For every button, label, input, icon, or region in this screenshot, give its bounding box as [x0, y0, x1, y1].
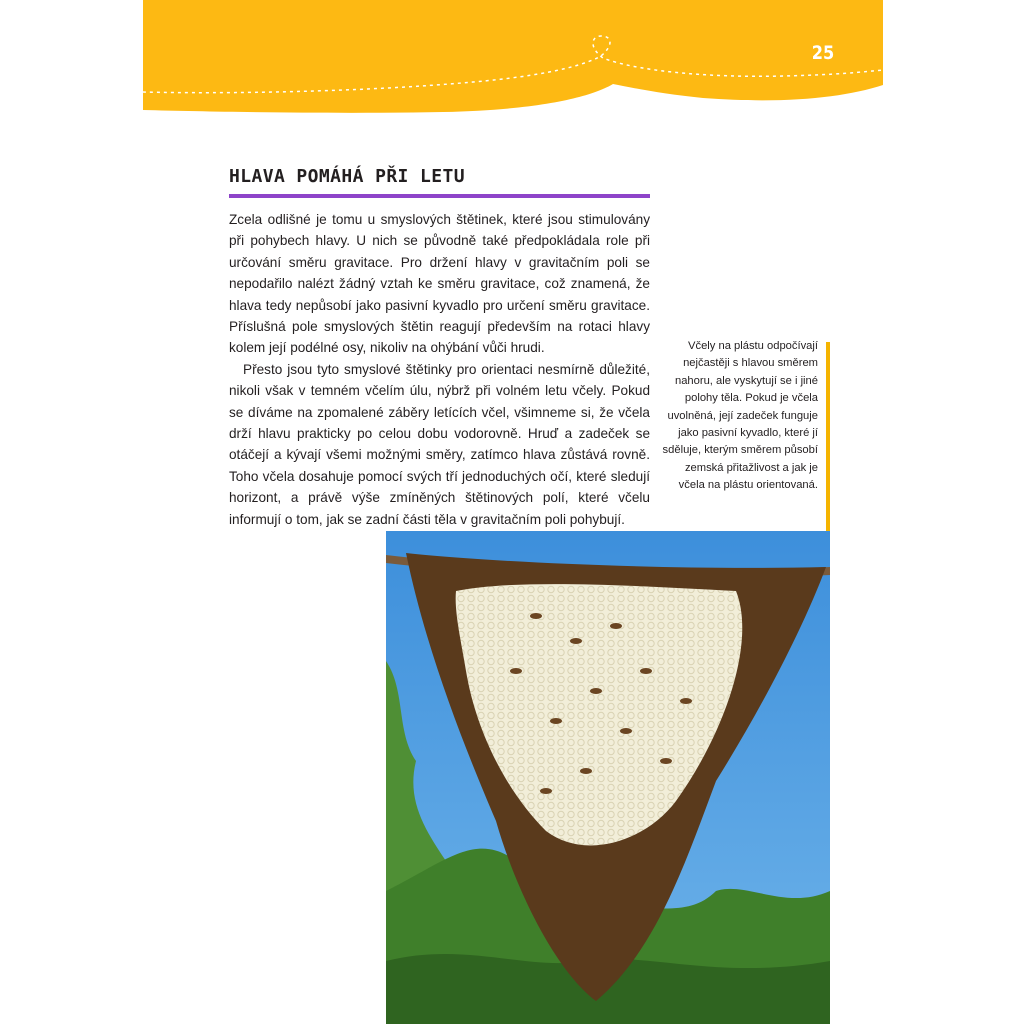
paragraph-2: Přesto jsou tyto smyslové štětinky pro orientaci nesmírně důležité, nikoli však v temném včelím úlu, nýbrž při volném letu včely. Pokud se díváme na zpomalené záběry letících včel, všimneme si, že včela drží hlavu prakticky po celou dobu vodorovně. Hruď a zadeček se otáčejí a kývají všemi možnými směry, zatímco hlava zůstává rovně. Toho včela dosahuje pomocí svých tří jednoduchých očí, které sledují horizont, a právě výše zmíněných štětinových polí, které včelu informují o tom, jak se zadní části těla v gravitačním poli pohybují.: [229, 361, 650, 527]
photo-caption: Včely na plástu odpočívají nejčastěji s hlavou směrem nahoru, ale vyskytují se i jiné polohy těla. Pokud je včela uvolněná, její zadeček funguje jako pasivní kyvadlo, které jí sděluje, kterým směrem působí zemská přitažlivost a jak je včela na plástu orientovaná.: [662, 340, 818, 492]
caption-bar: [826, 342, 830, 552]
body-text: [229, 209, 650, 530]
title-rule: [229, 194, 650, 198]
header-wave-shape: [143, 0, 883, 113]
page-number: 25: [811, 42, 835, 64]
paragraph-1: Zcela odlišné je tomu u smyslových štětinek, které jsou stimulovány při pohybech hlavy. U nich se původně také předpokládala role při určování směru gravitace. Pro držení hlavy v gravitačním poli se nepodařilo nalézt žádný vztah ke směru gravitace, což znamená, že hlava tedy nepůsobí jako pasivní kyvadlo pro určení směru gravitace. Příslušná pole smyslových štětin reagují především na rotaci hlavy kolem její podélné osy, nikoliv na ohýbání vůči hrudi.: [229, 212, 650, 356]
beehive-photo: [386, 531, 830, 1024]
section-title: HLAVA POMÁHÁ PŘI LETU: [229, 166, 465, 187]
header-band: [143, 0, 883, 120]
beehive-photo-illustration: [386, 531, 830, 1024]
